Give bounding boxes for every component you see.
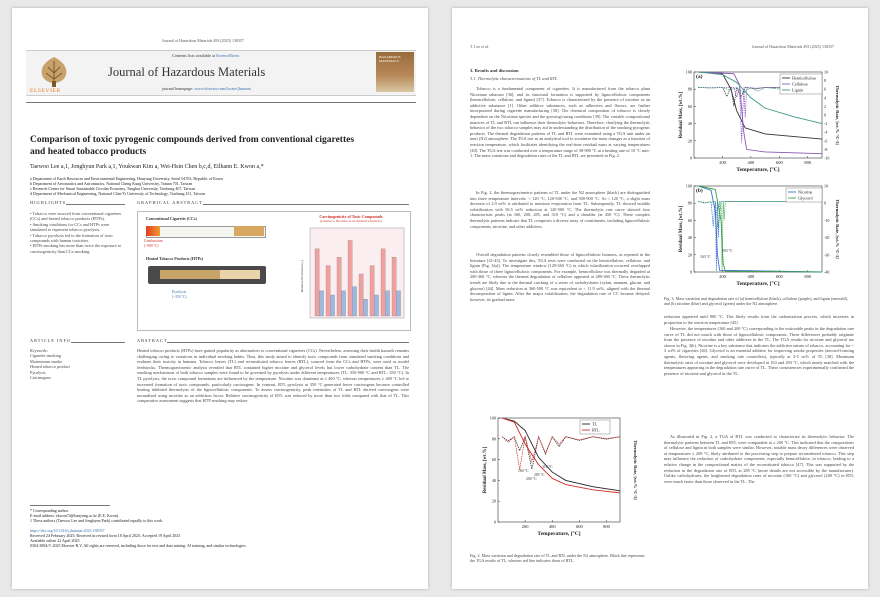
- bar-ccs-4: [348, 240, 352, 316]
- annotation: 163 °C: [700, 255, 711, 259]
- x-tick-label: 600: [575, 524, 583, 529]
- cover-label: HAZARDOUS MATERIALS: [379, 55, 401, 63]
- highlight-item: • HTPs smoking has more than twice the exposure to carcinogenicity than CCs smoking.: [30, 243, 122, 254]
- abstract-text: Heated tobacco products (HTPs) have gained popularity as alternatives to conventional cigarettes (CCs). Nevertheless, assessing their health hazards remains challenging owing to variations in individual smoking habits. Thus, this study aimed to identify toxic compounds from simulated smoking conditions and evaluate their toxicity in humans. Tobacco leaves (TL) and reconstituted tobacco leaves (RTL), sourced from the CCs and HTPs, were used as model feedstocks. Thermogravimetric analysis revealed that RTL contained higher nicotine and glycerol levels but lower carbohydrate content than TL. The smoking mechanisms of both tobacco samples were found to be governed by pyrolysis under different temperatures (TL: 350-900 °C and RTL: 350 °C). In TL pyrolysis, the toxic compound formations are influenced by the temperature. Nicotine was dominant at ≤ 400 °C, whereas temperatures ≥ 400 °C led to increased formation of toxic compounds, particularly carcinogens. In contrast, RTL pyrolysis at 350 °C generated fewer carcinogens because controlled heating inhibited thermolysis of the lignocellulosic components. To assess carcinogenicity, peak intensities of TL and RTL derived carcinogens were normalized using nicotine as an addiction factor. Relative carcinogenicity of RTL was reduced by more than two folds compared with that of TL. This comparative assessment suggests that HTP smoking may reduce: [137, 348, 409, 404]
- highlights-heading: HIGHLIGHTS: [30, 200, 67, 205]
- legend-label: Glycerol: [798, 195, 813, 201]
- bar-htps-8: [396, 291, 400, 316]
- y-tick-label: 0: [689, 155, 692, 161]
- x-tick-label: 400: [747, 274, 755, 279]
- homepage-line: [162, 86, 251, 91]
- footnote: * Corresponding author.: [30, 508, 69, 513]
- sciencedirect-link[interactable]: ScienceDirect: [215, 53, 240, 58]
- x-tick-label: 800: [804, 274, 812, 279]
- elsevier-logo: [28, 53, 80, 93]
- y2-tick-label: 2: [824, 103, 826, 109]
- x-tick-label: 600: [775, 274, 783, 279]
- y-tick-label: 40: [687, 235, 692, 241]
- footnote: 1 These authors (Taewoo Lee and Jonghyun Park) contributed equally to this work.: [30, 518, 164, 523]
- y2-tick-label: 0: [824, 112, 826, 118]
- bar-ccs-2: [326, 266, 330, 316]
- y-axis-label: Residual Mass, [wt.%]: [679, 91, 684, 139]
- y-tick-label: 20: [687, 252, 692, 258]
- article-info-heading: ARTICLE INFO: [30, 338, 71, 343]
- y2-tick-label: 6: [824, 86, 826, 92]
- figure-2-chart: [470, 412, 650, 550]
- y2-tick-label: -2: [824, 121, 828, 127]
- y2-tick-label: -40: [824, 269, 830, 275]
- bar-htps-6: [374, 295, 378, 316]
- footnote: E-mail address: ekwon74@hanyang.ac.kr (E.E. Kwon).: [30, 513, 120, 518]
- running-head-left: T. Lee et al.: [470, 44, 489, 49]
- annotation: 285 °C: [534, 473, 545, 477]
- cc-label: Conventional Cigarette (CCs): [146, 216, 197, 221]
- y-tick-label: 80: [687, 200, 692, 206]
- x-tick-label: 200: [719, 274, 726, 279]
- x-tick-label: 200: [521, 524, 529, 529]
- y-tick-label: 0: [493, 519, 496, 525]
- y-tick-label: 20: [491, 498, 496, 504]
- keywords-block: [30, 348, 122, 380]
- affiliation: b Department of Aeronautics and Astronautics, National Cheng Kung University, Tainan 701, Taiwan: [30, 181, 193, 186]
- keyword: Pyrolysis: [30, 369, 46, 375]
- y2-tick-label: 10: [824, 183, 828, 189]
- available-online: Available online 22 April 2025: [30, 538, 80, 543]
- keyword: Carcinogens: [30, 375, 51, 381]
- y2-tick-label: 0: [824, 200, 826, 206]
- paragraph: Tobacco is a fundamental component of cigarettes. It is manufactured from the tobacco plant Nicotiana tabacum [36], and its structural formation is supported by lignocellulosic components (hemicellulose, cellulose, and lignin) [37]. Tobacco is characterized by the presence of nicotine as an addictive substance [1]. Other additive substances, such as adhesives and flavors, are further incorporated during cigarette manufacturing [38]. The chemical composition of tobacco is closely dependent on the Nicotiana species and the growing/curing conditions [39]. The variable compositional matrices of TL and RTL can influence their thermolytic behaviors. Therefore, clarifying the thermolytic behavior of the two tobacco samples may aid in understanding the distribution of the smoking pyrogenic products. The thermal degradation patterns of TL and RTL were examined using a TGA unit under an inert (N2) atmosphere. The TGA test as an analytical tool to scrutinize the mass changes as a function of reaction temperature, which facilitates identifying the real-time residual mass at varying temperatures [40]. The TGA test was conducted over a temperature range of 38-900 °C at a heating rate of 10 °C min-1. The mass variations and degradation rates of the TL and RTL are presented in Fig. 2.: [470, 86, 650, 159]
- article-meta: [30, 528, 410, 548]
- paragraph: However, the temperatures (160 and 200 °C) corresponding to the noticeable peaks in the degradation rate curve of TL did not match with those of lignocellulosic components. These differences probably originate from the presence of nicotine and other additives in the TL. The TGA results for nicotine and glycerol are shown in Fig. 3(b). Nicotine is a key substance that indicates the addictive nature of tobacco, accounting for < 3 wt% of cigarettes [46]. Glycerol is an essential additive for improving smoke properties (aerosol-forming agents, flavoring agents, and smoking rate controllers), typically at 3-5 wt% of TL [38]. Maximum thermolytic rates of nicotine and glycerol were developed at 163 and 203 °C, which nearly matched with the temperatures appearing in the degradation rate curve of TL. These consistencies experimentally confirmed the presence of nicotine and glycerol in the TL.: [664, 326, 854, 376]
- y2-tick-label: -30: [824, 252, 830, 258]
- journal-name: Journal of Hazardous Materials: [108, 65, 266, 79]
- y-axis-label: Residual Mass, [wt.%]: [679, 205, 684, 253]
- bar-htps-2: [330, 295, 334, 316]
- bar-htps-1: [319, 291, 323, 316]
- bar-ccs-7: [381, 249, 385, 316]
- abstract-heading: ABSTRACT: [137, 338, 168, 343]
- keywords-heading: Keywords:: [30, 348, 48, 353]
- article-title: Comparison of toxic pyrogenic compounds derived from conventional cigarettes and heated tobacco products: [30, 135, 355, 157]
- y2-tick-label: -10: [824, 217, 830, 223]
- ga-bar-chart: [298, 226, 406, 326]
- y-tick-label: 40: [687, 121, 692, 127]
- highlights-list: [30, 211, 122, 254]
- y-tick-label: 0: [689, 269, 692, 275]
- affiliation: d Department of Mechanical Engineering, National Chin-Yi University of Technology, Taichung 411, Taiwan: [30, 191, 206, 196]
- affiliation: c Research Center for Smart Sustainable Circular Economy, Tunghai University, Taichung 407, Taiwan: [30, 186, 196, 191]
- y2-tick-label: -20: [824, 235, 830, 241]
- y-tick-label: 80: [687, 86, 692, 92]
- y-tick-label: 100: [489, 415, 496, 421]
- heat-stick-filter: [220, 270, 260, 279]
- y2-tick-label: 4: [824, 95, 826, 101]
- y-tick-label: 20: [687, 138, 692, 144]
- running-head: Journal of Hazardous Materials 493 (2025) 138357: [162, 38, 244, 43]
- received-dates: Received 24 February 2025; Received in revised form 18 April 2025; Accepted 19 April 2025: [30, 533, 181, 538]
- x-axis-label: Temperature, [°C]: [736, 281, 780, 287]
- paper-page-1: [12, 8, 428, 589]
- x-tick-label: 400: [747, 160, 755, 165]
- keyword: Mainstream smoke: [30, 358, 62, 364]
- figure-3-caption: Fig. 3. Mass variation and degradation rate of (a) hemicellulose (black), cellulose (purple), and lignin (emerald), and (b) nicotine (blue) and glycerol (green) under the N2 atmosphere.: [664, 296, 848, 307]
- legend-label: Lignin: [792, 87, 804, 93]
- paper-page-2: [452, 8, 868, 589]
- footnotes: [30, 508, 410, 523]
- bar-ccs-5: [359, 274, 363, 316]
- graphical-abstract-heading: GRAPHICAL ABSTRACT: [137, 200, 203, 205]
- cigarette-filter: [234, 226, 264, 236]
- figure-2-caption: Fig. 2. Mass variation and degradation rate of TL and RTL under the N2 atmosphere. Black line represents the TGA results of TL, whereas red line indicates those of RTL.: [470, 553, 645, 564]
- figure-3b-chart: [664, 180, 854, 292]
- legend-label: Cellulose: [792, 81, 808, 87]
- affiliation: a Department of Earth Resources and Environmental Engineering, Hanyang University, Seoul 04763, Republic of Korea: [30, 176, 223, 181]
- y-tick-label: 60: [687, 103, 692, 109]
- publisher-name: ELSEVIER: [30, 88, 61, 94]
- x-tick-label: 200: [719, 160, 726, 165]
- bar-ccs-1: [315, 249, 319, 316]
- legend-label: Hemicellulose: [792, 75, 817, 81]
- bar-htps-4: [352, 287, 356, 316]
- paragraph: reduction appeared until 900 °C. This likely results from the carbonization process, which increases in proportion to the reaction temperature [45].: [664, 314, 854, 325]
- highlight-item: • Smoking conditions for CCs and HTPs were simulated to represent tobacco pyrolysis.: [30, 221, 110, 233]
- subsection-heading: 3.1. Thermolytic characterizations of TL and RTL: [470, 76, 558, 81]
- annotation: 200 °C: [526, 477, 537, 481]
- x-tick-label: 400: [548, 524, 556, 529]
- x-tick-label: 600: [775, 160, 783, 165]
- y-tick-label: 60: [491, 457, 496, 463]
- y2-tick-label: 8: [824, 78, 826, 84]
- panel-label: (a): [696, 74, 703, 80]
- contents-line: [172, 53, 239, 58]
- legend-label: RTL: [592, 427, 600, 433]
- y2-tick-label: -10: [824, 155, 830, 161]
- contents-prefix: Contents lists available at: [172, 53, 216, 58]
- y2-tick-label: -4: [824, 129, 828, 135]
- x-tick-label: 800: [603, 524, 610, 529]
- paragraph: As illustrated in Fig. 2, a TGA of RTL was conducted to characterize its thermolytic behavior. The thermolytic patterns between TL and RTL were comparable at ≤ 200 °C. This indicated that the compositions of cellulose and lignin in both samples were similar. However, notable mass decay differences were observed at temperatures ≤ 200 °C, likely attributed to the processing step to prepare reconstituted tobacco. This step may influence the reduction of carbohydrate components, especially hemicellulose, in tobacco, leading to a relative change in the compositional matrix of the reconstituted tobacco [47]. This was supported by the reduction in the degradation rate of RTL at 285 °C (more details are not accessible by the manufacturer). Unlike carbohydrates, the heightened degradation rates of nicotine (160 °C) and glycerol (200 °C) in RTL were much faster than those observed in the TL. The: [664, 434, 854, 484]
- y2-tick-label: -6: [824, 138, 828, 144]
- y-tick-label: 100: [685, 69, 692, 75]
- y-axis-label: Residual Mass, [wt.%]: [483, 446, 488, 494]
- y-tick-label: 80: [491, 436, 496, 442]
- combustion-label: Combustion: [144, 239, 163, 243]
- annotation: 203 °C: [722, 249, 733, 253]
- burning-tip: [146, 226, 160, 236]
- ga-y-label: Relative Production (-): [300, 259, 304, 293]
- rate-line-cellulose: [698, 87, 822, 142]
- pyrolysis-label: Pyrolysis: [172, 290, 187, 294]
- y-tick-label: 60: [687, 217, 692, 223]
- graphical-abstract: [137, 211, 411, 331]
- combustion-temp: (~900 °C): [144, 244, 159, 248]
- x-tick-label: 800: [804, 160, 812, 165]
- annotation: 310 °C: [542, 465, 553, 469]
- y2-axis-label: Thermolytic Rate, [wt.% °C-1]: [633, 440, 638, 500]
- y-tick-label: 100: [685, 183, 692, 189]
- affiliations: [30, 176, 410, 196]
- paragraph: Overall degradation patterns closely resembled those of lignocellulosic biomass, as reported in the literature [41-43]. To investigate this, TGA tests were conducted on the hemicellulose, cellulose, and lignin (Fig. 3(a)). The temperature window (120-360 °C) in which volatilization occurred overlapped with those of three lignocellulosic components. For example, hemicellulose was thermally degraded at 200-360 °C, whereas the thermal degradation of cellulose appeared at 280-360 °C. These thermolytic trends are likely due to the thermal cracking of a series of carbohydrates (xylan, mannan, glucan, and glucose) [44]. Mass reduction at 360-500 °C was equivalent to < 11.9 wt%, aligned with the thermal decomposition of lignin. After the major volatilization, the degradation rate of CC became delayed; however, its gradual mass: [470, 252, 650, 302]
- htp-label: Heated Tobacco Products (HTPs): [146, 256, 203, 261]
- bar-htps-3: [341, 291, 345, 316]
- y2-axis-label: Thermolytic Rate, [wt.% °C-1]: [835, 85, 840, 145]
- bar-ccs-3: [337, 257, 341, 316]
- homepage-prefix: journal homepage:: [162, 86, 195, 91]
- bar-htps-7: [385, 291, 389, 316]
- ga-chart-title: Carcinogenicity of Toxic Compounds: [319, 214, 383, 219]
- y2-axis-label: Thermolytic Rate, [wt.% °C-1]: [835, 199, 840, 259]
- highlight-item: • Tobacco pyrolysis led to the formation of toxic compounds with human toxicities.: [30, 232, 114, 244]
- panel-label: (b): [696, 188, 703, 194]
- x-axis-label: Temperature, [°C]: [537, 531, 581, 537]
- y-tick-label: 40: [491, 477, 496, 483]
- annotation: 160 °C: [518, 469, 529, 473]
- section-heading: 3. Results and discussion: [470, 68, 519, 73]
- y2-tick-label: -8: [824, 146, 828, 152]
- ga-chart-subtitle: (relative to Nicotine as an Addictive Inducer): [320, 219, 382, 223]
- y2-tick-label: 10: [824, 69, 828, 75]
- legend-label: TL: [592, 421, 598, 427]
- highlight-item: • Tobacco were sourced from conventional cigarettes (CCs) and heated tobacco products (HTPs).: [30, 211, 122, 222]
- x-axis-label: Temperature, [°C]: [736, 167, 780, 173]
- bar-ccs-6: [370, 266, 374, 316]
- homepage-link[interactable]: www.elsevier.com/locate/jhazmat: [194, 86, 251, 91]
- pyrolysis-temp: (~350 °C): [172, 295, 187, 299]
- author-list: Taewoo Lee a,1, Jonghyun Park a,1, Youkwan Kim a, Wei-Hsin Chen b,c,d, Eilhann E. Kwon a,*: [30, 164, 264, 170]
- doi-link[interactable]: https://doi.org/10.1016/j.jhazmat.2025.138357: [30, 528, 105, 533]
- bar-htps-5: [363, 299, 367, 316]
- copyright: 0304-3894/© 2025 Elsevier B.V. All rights are reserved, including those for text and data mining, AI training, and similar technologies.: [30, 543, 247, 548]
- paragraph: In Fig. 2, the thermogravimetric patterns of TL under the N2 atmosphere (black) are distinguished into three temperature intervals: < 120 °C, 120-500 °C, and 500-900 °C. At < 120 °C, a slight mass decrease of 2.9 wt% is attributed to moisture evaporation from TL. Subsequently, TL showed notable volatilization with 56.5 wt% reduction at 120-500 °C. The thermolytic rate curve showed four characteristic peaks (at 160, 200, 285, and 310 °C) and a shoulder (at 450 °C). These complex thermolytic patterns indicate that TL comprises a diverse array of constituents, including lignocellulosic components, nicotine, and other additives.: [470, 190, 650, 229]
- bar-ccs-8: [392, 257, 396, 316]
- heat-stick: [160, 270, 220, 279]
- figure-3a-chart: [664, 66, 854, 178]
- keyword: Heated tobacco product: [30, 364, 70, 370]
- running-head-right: Journal of Hazardous Materials 493 (2025) 138357: [752, 44, 834, 49]
- keyword: Cigarette smoking: [30, 353, 61, 359]
- legend-label: Nicotine: [798, 189, 813, 195]
